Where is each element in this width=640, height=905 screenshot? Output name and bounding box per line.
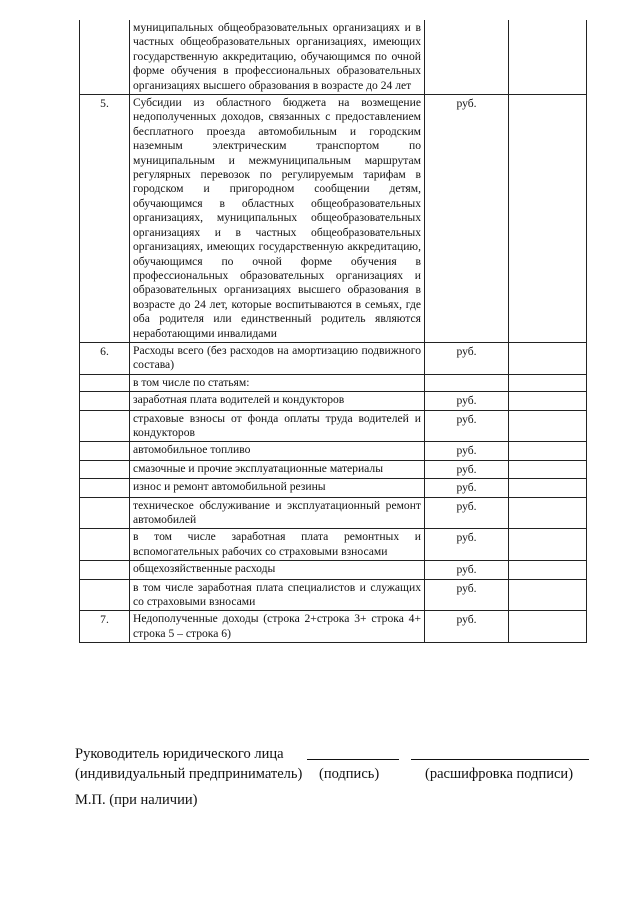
row-unit xyxy=(425,20,509,95)
row-text: смазочные и прочие эксплуатационные материалы xyxy=(130,460,425,478)
row-text: износ и ремонт автомобильной резины xyxy=(130,479,425,497)
row-unit: руб. xyxy=(425,561,509,579)
row-value xyxy=(509,374,587,391)
row-number xyxy=(80,561,130,579)
row-unit: руб. xyxy=(425,392,509,410)
stamp-note: М.П. (при наличии) xyxy=(75,792,198,808)
row-number xyxy=(80,392,130,410)
table-row xyxy=(80,611,587,643)
row-number xyxy=(80,529,130,561)
table-row xyxy=(80,374,587,391)
row-value xyxy=(509,460,587,478)
table-row xyxy=(80,342,587,374)
row-unit: руб. xyxy=(425,579,509,611)
table-row xyxy=(80,442,587,460)
table-row xyxy=(80,561,587,579)
row-number xyxy=(80,374,130,391)
row-number xyxy=(80,442,130,460)
signature-blank xyxy=(307,759,399,760)
row-text: в том числе по статьям: xyxy=(130,374,425,391)
row-value xyxy=(509,342,587,374)
sign-caption: (подпись) xyxy=(319,766,380,782)
row-value xyxy=(509,410,587,442)
row-number xyxy=(80,579,130,611)
row-text: в том числе заработная плата ремонтных и вспомогательных рабочих со страховыми взносами xyxy=(130,529,425,561)
row-text: техническое обслуживание и эксплуатационный ремонт автомобилей xyxy=(130,497,425,529)
row-unit: руб. xyxy=(425,497,509,529)
signature-block xyxy=(75,744,595,784)
head-title: Руководитель юридического лица xyxy=(75,746,284,762)
row-text: в том числе заработная плата специалистов и служащих со страховыми взносами xyxy=(130,579,425,611)
row-value xyxy=(509,611,587,643)
row-value xyxy=(509,95,587,343)
row-unit: руб. xyxy=(425,529,509,561)
row-unit: руб. xyxy=(425,95,509,343)
report-table xyxy=(79,20,587,643)
table-row xyxy=(80,497,587,529)
row-number xyxy=(80,479,130,497)
entrepreneur-caption: (индивидуальный предприниматель) xyxy=(75,766,303,782)
row-number xyxy=(80,460,130,478)
row-text: муниципальных общеобразовательных организациях и в частных общеобразовательных организациях, имеющих государственную аккредитацию, обучающимся по очной форме обучения в профессиональных образовательных организациях высшего образования в возрасте до 24 лет xyxy=(130,20,425,95)
row-value xyxy=(509,529,587,561)
table-row xyxy=(80,479,587,497)
table-row xyxy=(80,529,587,561)
row-value xyxy=(509,497,587,529)
row-number: 6. xyxy=(80,342,130,374)
row-value xyxy=(509,579,587,611)
row-text: страховые взносы от фонда оплаты труда водителей и кондукторов xyxy=(130,410,425,442)
row-number: 5. xyxy=(80,95,130,343)
table-row xyxy=(80,579,587,611)
row-value xyxy=(509,561,587,579)
row-unit: руб. xyxy=(425,442,509,460)
row-unit: руб. xyxy=(425,342,509,374)
row-value xyxy=(509,479,587,497)
table-row xyxy=(80,392,587,410)
decode-caption: (расшифровка подписи) xyxy=(425,766,574,782)
row-text: общехозяйственные расходы xyxy=(130,561,425,579)
decode-blank xyxy=(411,759,589,760)
signature-line xyxy=(75,744,595,764)
table-row xyxy=(80,410,587,442)
table-row xyxy=(80,460,587,478)
row-number xyxy=(80,410,130,442)
row-number xyxy=(80,497,130,529)
row-value xyxy=(509,442,587,460)
row-number: 7. xyxy=(80,611,130,643)
row-value xyxy=(509,20,587,95)
row-text: Недополученные доходы (строка 2+строка 3+ строка 4+ строка 5 – строка 6) xyxy=(130,611,425,643)
row-unit: руб. xyxy=(425,479,509,497)
row-text: Расходы всего (без расходов на амортизацию подвижного состава) xyxy=(130,342,425,374)
row-unit: руб. xyxy=(425,460,509,478)
table-row xyxy=(80,95,587,343)
table-row xyxy=(80,20,587,95)
row-text: автомобильное топливо xyxy=(130,442,425,460)
row-text: заработная плата водителей и кондукторов xyxy=(130,392,425,410)
row-number xyxy=(80,20,130,95)
row-unit: руб. xyxy=(425,611,509,643)
row-unit: руб. xyxy=(425,410,509,442)
row-text: Субсидии из областного бюджета на возмещение недополученных доходов, связанных с предоставлением бесплатного проезда автомобильным и городским наземным электрическим транспортом по муниципальным и межмуниципальным маршрутам регулярных перевозок по регулируемым тарифам в городском и пригородном сообщении детям, обучающимся в областных общеобразовательных организациях, муниципальных общеобразовательных организациях и в частных общеобразовательных организациях, имеющих государственную аккредитацию, обучающимся по очной форме обучения в профессиональных образовательных организациях и образовательных организациях высшего образования в возрасте до 24 лет, которые воспитываются в семьях, где оба родителя или единственный родитель являются неработающими инвалидами xyxy=(130,95,425,343)
row-unit xyxy=(425,374,509,391)
signature-caption-line xyxy=(75,764,595,784)
row-value xyxy=(509,392,587,410)
